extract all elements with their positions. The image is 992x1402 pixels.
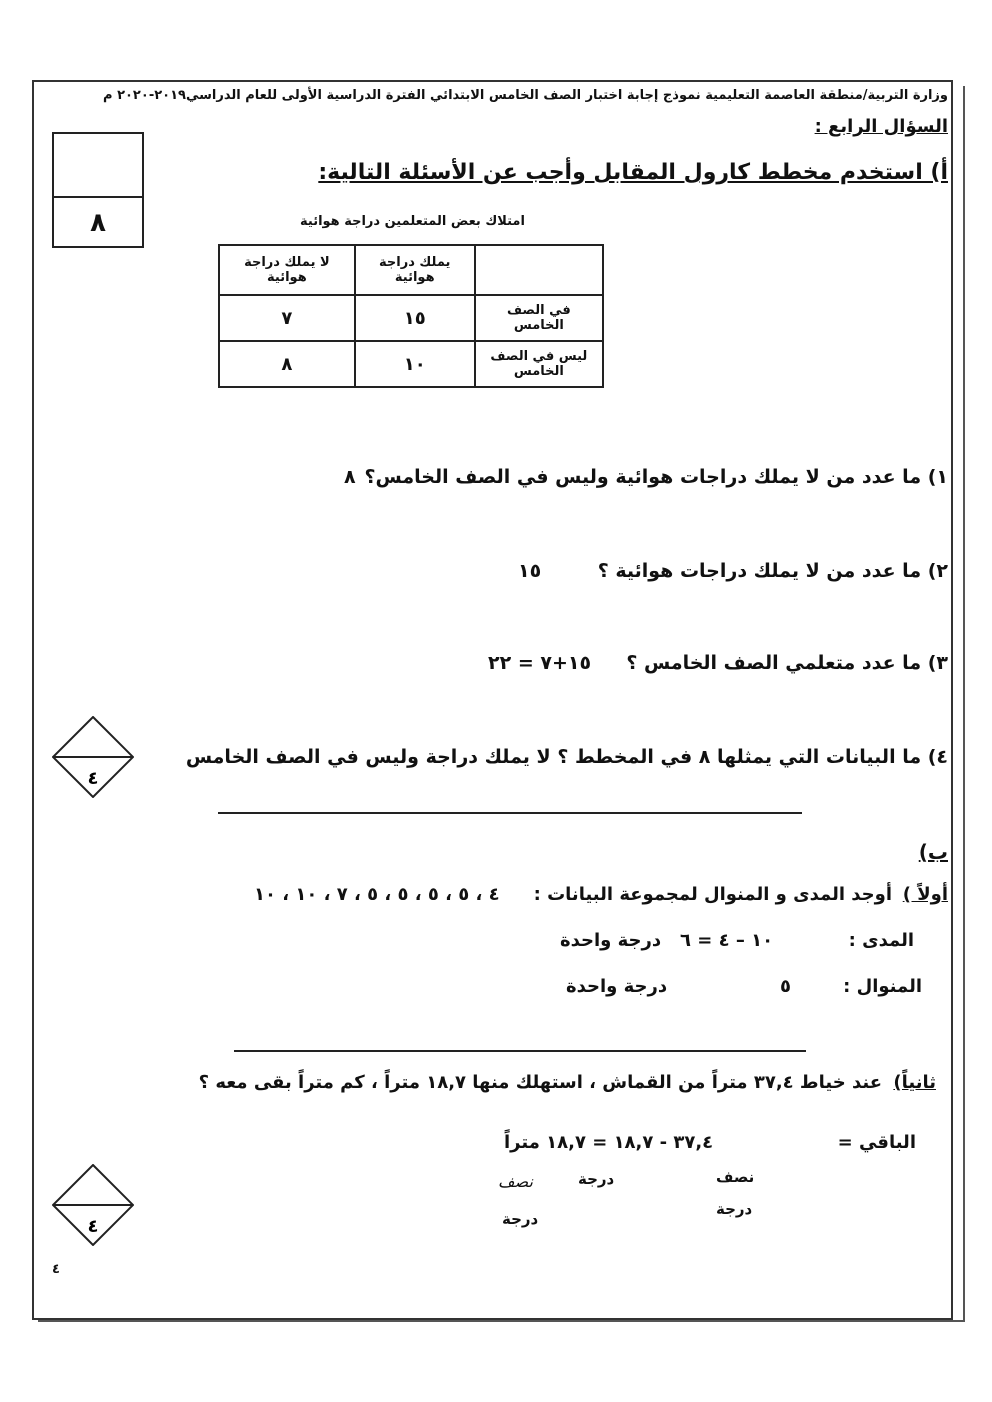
data-set: ٤ ، ٥ ، ٥ ، ٥ ، ٥ ، ٧ ، ١٠ ، ١٠ (254, 884, 500, 905)
cell-not-fifth-no-bike: ٨ (219, 341, 355, 387)
remaining-label: الباقي = (837, 1132, 916, 1153)
part-a-score-diamond (52, 716, 134, 798)
table-caption: امتلاك بعض المتعلمين دراجة هوائية (300, 214, 525, 229)
part-b-score: ٤ (87, 1216, 99, 1237)
divider-1 (218, 812, 802, 814)
question-4: ٤) ما البيانات التي يمثلها ٨ في المخطط ؟ لا يملك دراجة وليس في الصف الخامس (185, 746, 948, 768)
row-label-not-fifth: ليس في الصف الخامس (475, 341, 603, 387)
question-title: السؤال الرابع : (814, 116, 948, 137)
part-b-label: ب) (918, 840, 948, 864)
question-2: ٢) ما عدد من لا يملك دراجات هوائية ؟ (597, 560, 948, 582)
part-a-instruction: أ) استخدم مخطط كارول المقابل وأجب عن الأسئلة التالية: (318, 160, 948, 185)
mark-half-handwritten: نصف (498, 1172, 533, 1191)
diamond-shape (52, 1164, 134, 1246)
question-score: ٨ (90, 208, 106, 238)
part-a-score: ٤ (87, 768, 99, 789)
first-question: أوجد المدى و المنوال لمجموعة البيانات : (533, 884, 892, 905)
divider-2 (234, 1050, 806, 1052)
exam-header: وزارة التربية/منطقة العاصمة التعليمية نموذج إجابة اختبار الصف الخامس الابتدائي الفترة الدراسية الأولى للعام الدراسي٢٠١٩-٢٠٢٠ م (103, 88, 948, 103)
cell-not-fifth-has-bike: ١٠ (355, 341, 475, 387)
answer-3: ١٥+٧ = ٢٢ (488, 652, 592, 674)
score-box-blank (54, 134, 142, 198)
question-score-box (52, 132, 144, 248)
carroll-diagram (218, 244, 604, 388)
question-3: ٣) ما عدد متعلمي الصف الخامس ؟ (626, 652, 948, 674)
range-mark: درجة واحدة (560, 930, 662, 951)
remaining-expression: ٣٧,٤ - ١٨,٧ = ١٨,٧ متراً (504, 1132, 714, 1153)
mark-half-1: نصف (716, 1168, 755, 1186)
second-label: ثانياً) (893, 1072, 936, 1093)
mode-value: ٥ (780, 976, 791, 997)
row-label-fifth: في الصف الخامس (475, 295, 603, 341)
page-number: ٤ (52, 1262, 60, 1277)
question-1: ١) ما عدد من لا يملك دراجات هوائية وليس في الصف الخامس؟ (364, 466, 948, 488)
answer-2: ١٥ (518, 560, 542, 582)
cell-fifth-has-bike: ١٥ (355, 295, 475, 341)
mark-degree-3: درجة (502, 1210, 539, 1228)
header-no-bike: لا يملك دراجة هوائية (219, 245, 355, 295)
second-question: عند خياط ٣٧,٤ متراً من القماش ، استهلك منها ١٨,٧ متراً ، كم متراً بقى معه ؟ (198, 1072, 882, 1093)
table-corner (475, 245, 603, 295)
mode-label: المنوال : (843, 976, 922, 997)
range-value: ١٠ – ٤ = ٦ (680, 930, 774, 951)
header-has-bike: يملك دراجة هوائية (355, 245, 475, 295)
first-label: أولاً ) (902, 884, 948, 905)
mark-degree-2: درجة (578, 1170, 615, 1188)
cell-fifth-no-bike: ٧ (219, 295, 355, 341)
diamond-shape (52, 716, 134, 798)
range-label: المدى : (848, 930, 914, 951)
mark-degree-1: درجة (716, 1200, 753, 1218)
mode-mark: درجة واحدة (566, 976, 668, 997)
part-b-score-diamond (52, 1164, 134, 1246)
answer-1: ٨ (344, 466, 356, 488)
